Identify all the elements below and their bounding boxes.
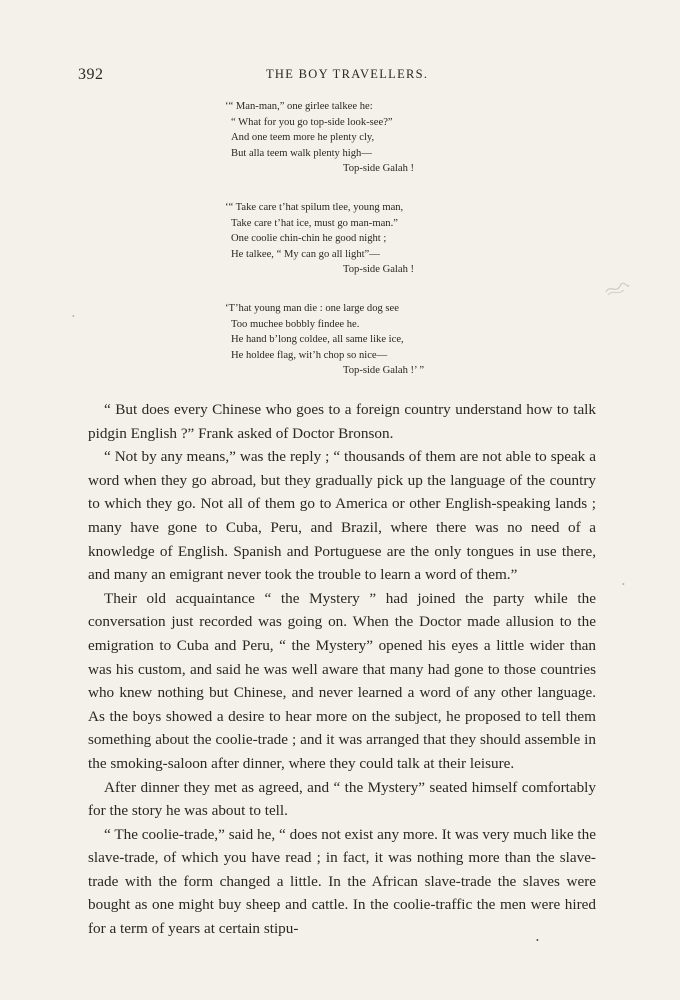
- verse-line: He hand b’long coldee, all same like ice,: [231, 334, 404, 346]
- paragraph: “ The coolie-trade,” said he, “ does not exist any more. It was very much like the slave-trade, of which you have read ; in fact, it was nothing more than the slave-trade with the form changed a little. In the African slave-trade the slaves were bought as one might buy sheep and cattle. In the coolie-traffic the men were hired for a term of years at certain stipu-: [88, 825, 596, 938]
- verse-line: ‘T’hat young man die : one large dog see: [225, 303, 399, 314]
- verse-refrain: Top-side Galah !’ ”: [343, 365, 425, 377]
- paragraph: Their old acquaintance “ the Mystery ” had joined the party while the conversation just recorded was going on. When the Doctor made allusion to the emigration to Cuba and Peru, “ the Mystery” opened his eyes a little wider than was his custom, and said he was well aware that many had gone to those countries who knew nothing but Chinese, and never learned a word of any other language. As the boys showed a desire to hear more on the subject, he proposed to tell them something about the coolie-trade ; and it was arranged that they should assemble in the smoking-saloon after dinner, where they could talk at their leisure.: [88, 589, 596, 772]
- verse-stanza-2: [225, 200, 525, 278]
- verse-line: ‘“ Take care t’hat spilum tlee, young man,: [225, 202, 404, 213]
- verse-line: He talkee, “ My can go all light”—: [231, 248, 380, 260]
- verse-line: “ What for you go top-side look-see?”: [231, 116, 393, 128]
- scan-speck: •: [622, 580, 625, 589]
- verse-line: He holdee flag, wit’h chop so nice—: [231, 349, 388, 361]
- paragraph: “ But does every Chinese who goes to a foreign country understand how to talk pidgin English ?” Frank asked of Doctor Bronson.: [88, 401, 596, 442]
- verse-stanza-1: [225, 99, 525, 177]
- verse-refrain: Top-side Galah !: [343, 163, 415, 175]
- scan-speck: •: [536, 936, 539, 945]
- paragraph: “ Not by any means,” was the reply ; “ thousands of them are not able to speak a word when they go abroad, but they gradually pick up the language of the country to which they go. Not all of them go to America or other English-speaking lands ; many have gone to Cuba, Peru, and Brazil, where there was no need of a knowledge of English. Spanish and Portuguese are the only tongues in use there, and many an emigrant never took the trouble to learn a word of them.”: [88, 448, 596, 584]
- verse-line: Take care t’hat ice, must go man-man.”: [231, 217, 398, 229]
- verse-refrain: Top-side Galah !: [343, 264, 415, 276]
- body-text: [88, 398, 596, 941]
- scan-speck: •: [72, 312, 75, 321]
- verse-stanza-3: [225, 301, 525, 379]
- page-header: [78, 66, 578, 86]
- verse-line: And one teem more he plenty cly,: [231, 132, 375, 144]
- verse-line: But alla teem walk plenty high—: [231, 147, 372, 159]
- ink-smudge: [602, 280, 632, 298]
- running-head: THE BOY TRAVELLERS.: [266, 67, 429, 81]
- verse-line: Too muchee bobbly findee he.: [231, 318, 360, 330]
- paragraph: After dinner they met as agreed, and “ the Mystery” seated himself comfortably for the story he was about to tell.: [88, 778, 596, 820]
- page-number: 392: [78, 66, 104, 83]
- verse-line: ‘“ Man-man,” one girlee talkee he:: [225, 101, 373, 112]
- verse-line: One coolie chin-chin he good night ;: [231, 233, 387, 245]
